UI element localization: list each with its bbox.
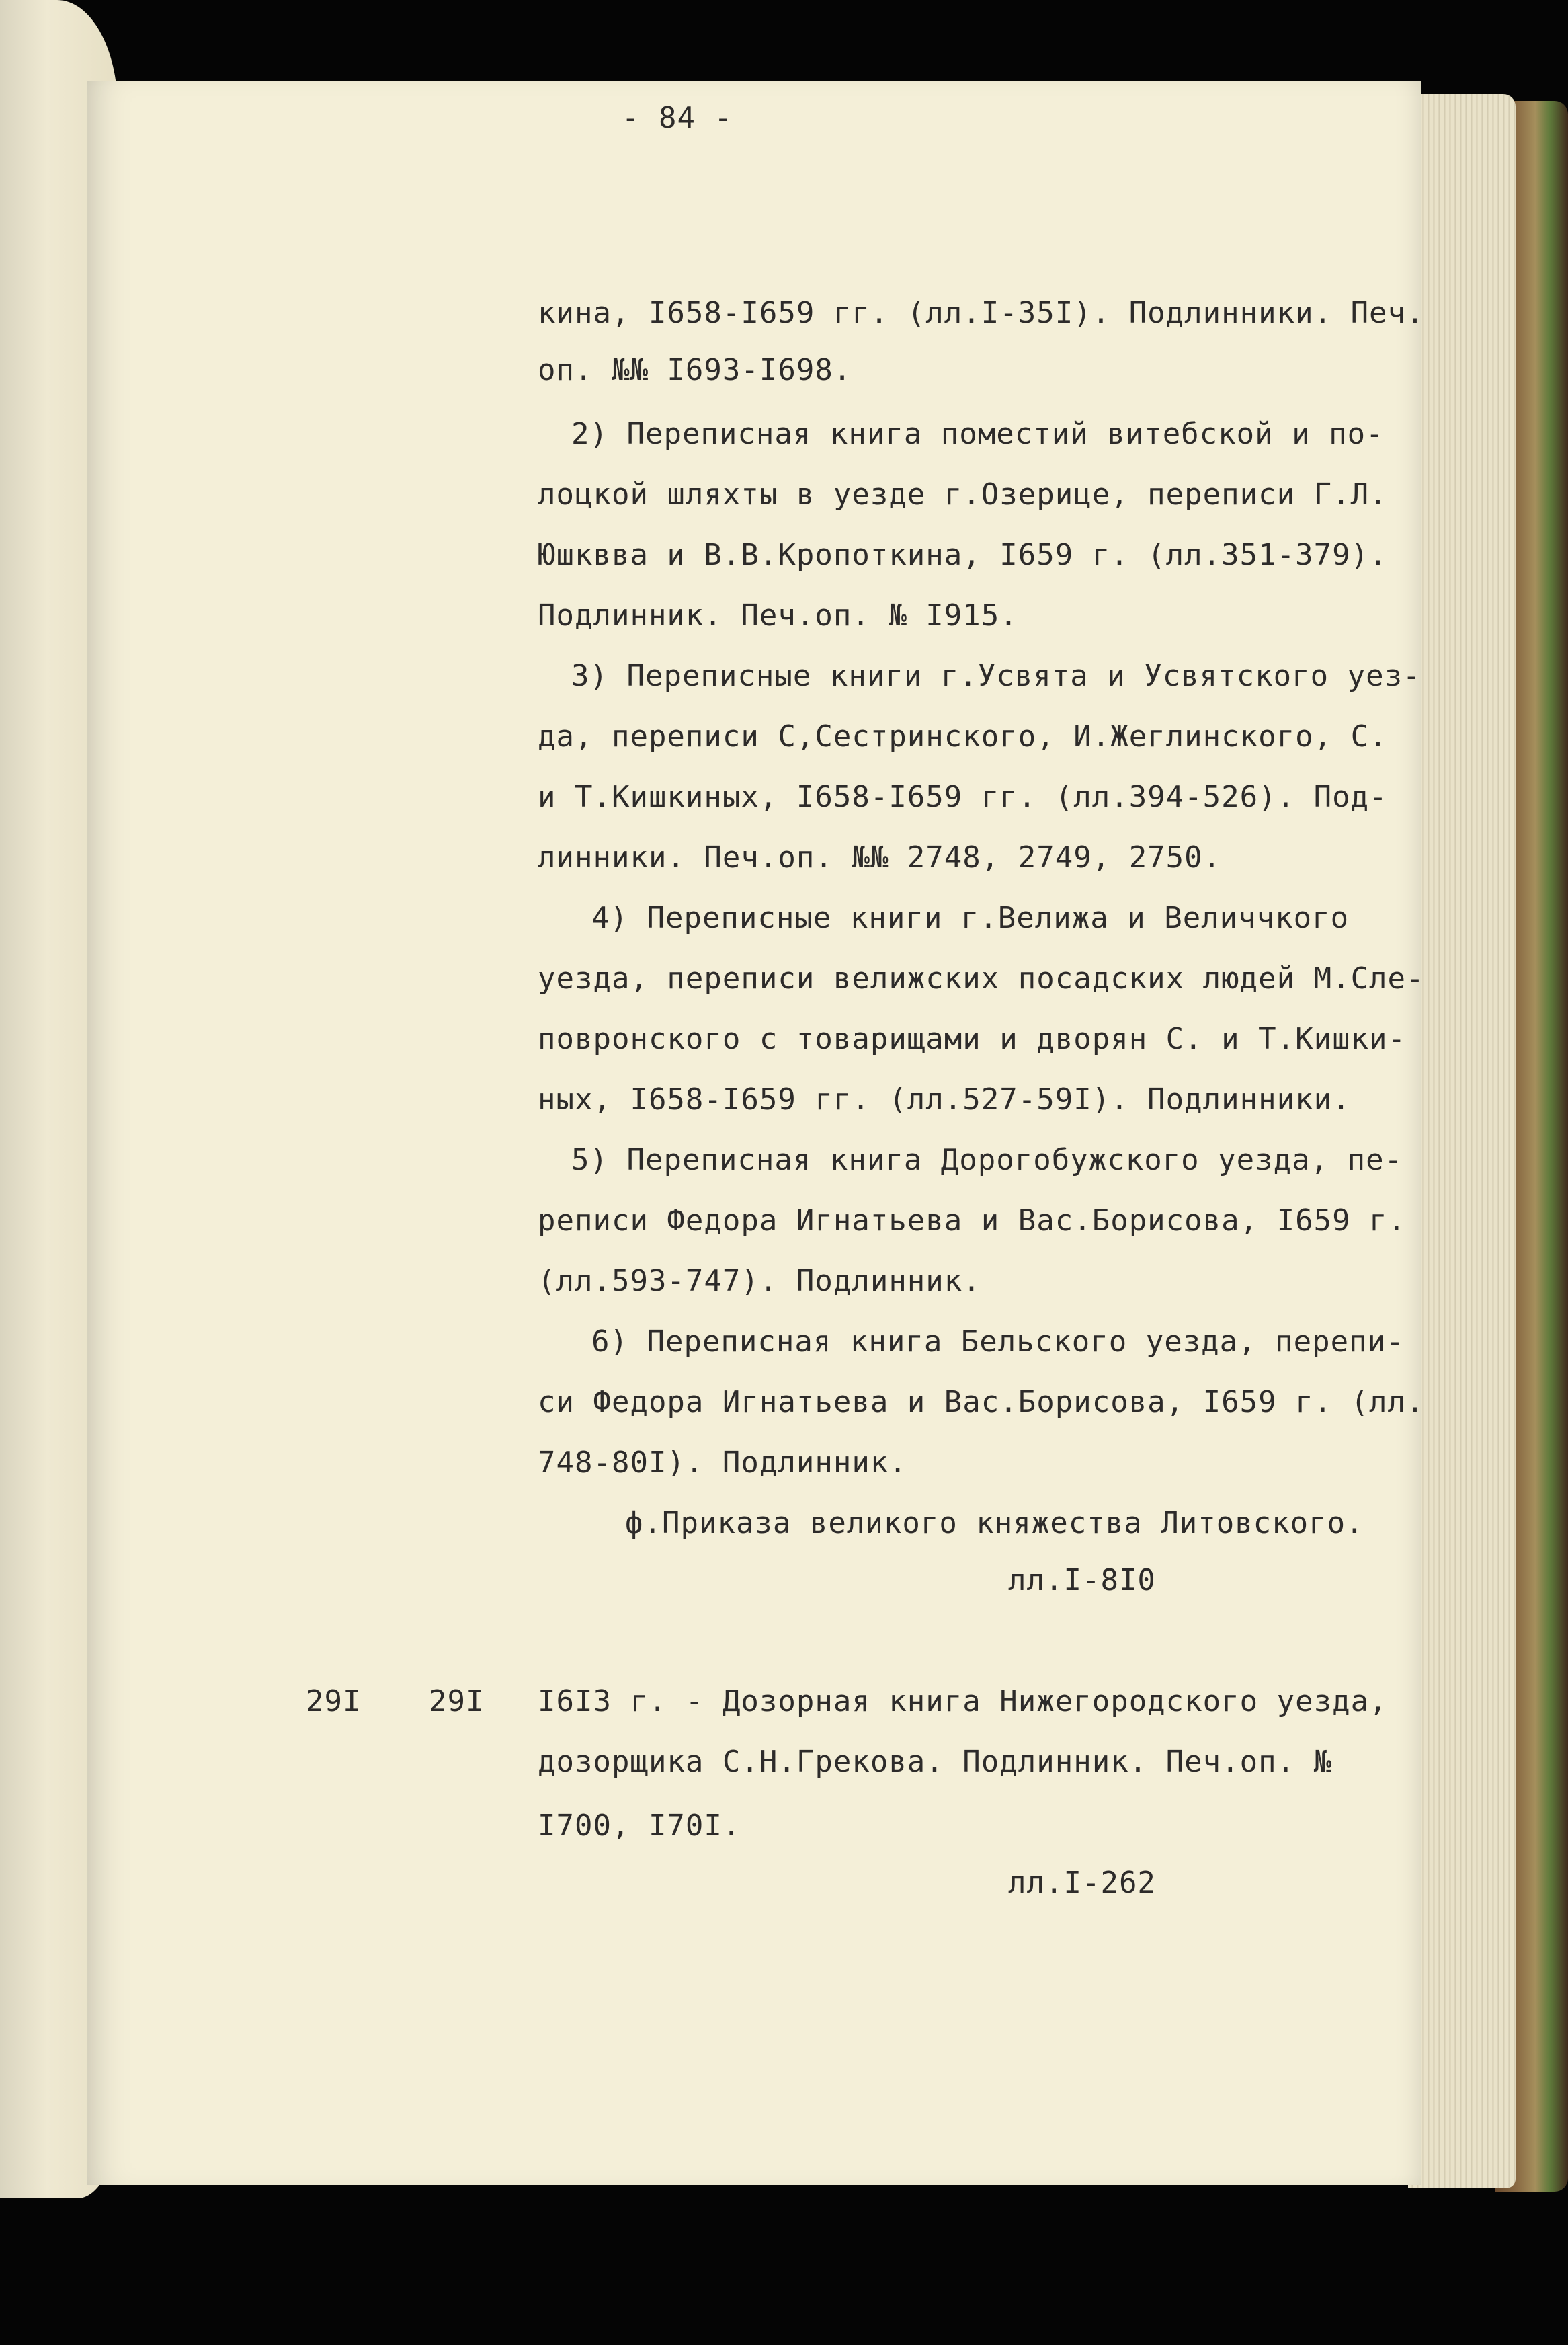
text-line: уезда, переписи велижских посадских людей М.Сле- [538, 961, 1425, 996]
entry-number-alt: 29I [429, 1684, 485, 1718]
text-line: реписи Федора Игнатьева и Вас.Борисова, I659 г. [538, 1203, 1407, 1238]
text-line: 6) Переписная книга Бельского уезда, перепи- [591, 1324, 1405, 1359]
fund-title: ф.Приказа великого княжества Литовского. [625, 1506, 1364, 1540]
entry-text-line: I700, I70I. [538, 1809, 741, 1843]
text-line: да, переписи С,Сестринского, И.Жеглинского, С. [538, 719, 1388, 754]
text-line: 3) Переписные книги г.Усвята и Усвятского уез- [571, 659, 1421, 693]
document-page [87, 81, 1421, 2185]
page-stack-edge [1408, 94, 1516, 2188]
text-line: Подлинник. Печ.оп. № I915. [538, 598, 1018, 633]
page-number: - 84 - [622, 101, 733, 135]
text-line: кина, I658-I659 гг. (лл.I-35I). Подлинники. Печ. [538, 296, 1425, 330]
entry-text-line: дозорщика С.Н.Грекова. Подлинник. Печ.оп. № [538, 1745, 1333, 1779]
text-line: Юшквва и В.В.Кропоткина, I659 г. (лл.351-379). [538, 538, 1388, 572]
text-line: лоцкой шляхты в уезде г.Озерице, переписи Г.Л. [538, 477, 1388, 512]
entry-text-line: I6I3 г. - Дозорная книга Нижегородского уезда, [538, 1684, 1388, 1718]
text-line: 4) Переписные книги г.Велижа и Величчкого [591, 901, 1350, 935]
text-line: ных, I658-I659 гг. (лл.527-59I). Подлинники. [538, 1082, 1351, 1117]
text-line: повронского с товарищами и дворян С. и Т.Кишки- [538, 1022, 1407, 1056]
text-line: 2) Переписная книга поместий витебской и по- [571, 417, 1385, 451]
text-line: и Т.Кишкиных, I658-I659 гг. (лл.394-526). Под- [538, 780, 1388, 814]
folio-range: лл.I-8I0 [1008, 1563, 1156, 1597]
entry-number: 29I [306, 1684, 362, 1718]
text-line: си Федора Игнатьева и Вас.Борисова, I659 г. (лл. [538, 1385, 1425, 1419]
text-line: 748-80I). Подлинник. [538, 1445, 907, 1480]
entry-folio-range: лл.I-262 [1008, 1866, 1156, 1900]
text-line: 5) Переписная книга Дорогобужского уезда, пе- [571, 1143, 1403, 1177]
text-line: (лл.593-747). Подлинник. [538, 1264, 981, 1298]
text-line: линники. Печ.оп. №№ 2748, 2749, 2750. [538, 840, 1222, 875]
text-line: оп. №№ I693-I698. [538, 353, 852, 387]
